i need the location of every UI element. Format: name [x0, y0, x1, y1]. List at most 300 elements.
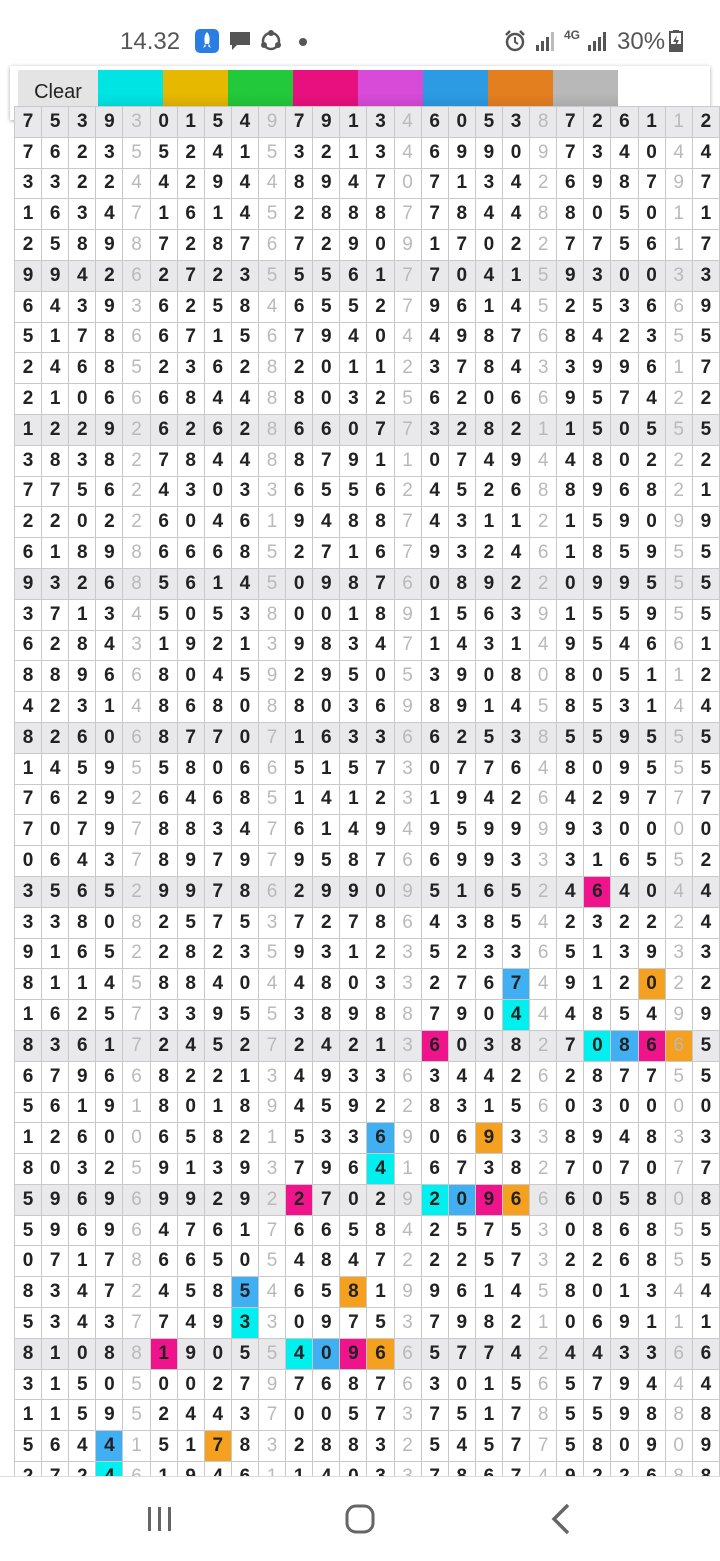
- grid-cell[interactable]: 0: [150, 107, 177, 138]
- grid-cell[interactable]: 6: [42, 1431, 69, 1462]
- grid-cell[interactable]: 6: [665, 1030, 692, 1061]
- grid-cell[interactable]: 5: [69, 476, 96, 507]
- grid-cell[interactable]: 4: [231, 199, 258, 230]
- grid-cell[interactable]: 0: [448, 107, 475, 138]
- grid-cell[interactable]: 9: [96, 753, 123, 784]
- grid-cell[interactable]: 5: [150, 137, 177, 168]
- grid-cell[interactable]: 1: [557, 538, 584, 569]
- grid-cell[interactable]: 4: [475, 784, 502, 815]
- grid-cell[interactable]: 6: [286, 1277, 313, 1308]
- grid-cell[interactable]: 7: [313, 445, 340, 476]
- grid-cell[interactable]: 1: [394, 1154, 421, 1185]
- grid-cell[interactable]: 7: [421, 199, 448, 230]
- grid-cell[interactable]: 5: [502, 907, 529, 938]
- grid-cell[interactable]: 5: [692, 414, 719, 445]
- grid-cell[interactable]: 4: [69, 1277, 96, 1308]
- grid-cell[interactable]: 8: [177, 969, 204, 1000]
- grid-cell[interactable]: 4: [286, 1338, 313, 1369]
- grid-cell[interactable]: 8: [42, 445, 69, 476]
- grid-cell[interactable]: 3: [611, 938, 638, 969]
- grid-cell[interactable]: 1: [530, 1308, 557, 1339]
- grid-cell[interactable]: 2: [177, 137, 204, 168]
- grid-cell[interactable]: 6: [665, 291, 692, 322]
- grid-cell[interactable]: 3: [286, 137, 313, 168]
- grid-cell[interactable]: 2: [611, 907, 638, 938]
- grid-cell[interactable]: 9: [421, 1277, 448, 1308]
- grid-cell[interactable]: 3: [421, 661, 448, 692]
- grid-cell[interactable]: 2: [42, 692, 69, 723]
- grid-cell[interactable]: 5: [584, 1400, 611, 1431]
- grid-cell[interactable]: 2: [665, 445, 692, 476]
- grid-cell[interactable]: 5: [692, 1061, 719, 1092]
- grid-cell[interactable]: 6: [557, 1184, 584, 1215]
- grid-cell[interactable]: 3: [665, 1123, 692, 1154]
- grid-cell[interactable]: 5: [96, 1000, 123, 1031]
- grid-cell[interactable]: 5: [258, 137, 285, 168]
- grid-cell[interactable]: 7: [69, 322, 96, 353]
- grid-cell[interactable]: 5: [584, 722, 611, 753]
- grid-cell[interactable]: 5: [448, 1215, 475, 1246]
- grid-cell[interactable]: 9: [421, 291, 448, 322]
- grid-cell[interactable]: 4: [96, 1431, 123, 1462]
- grid-cell[interactable]: 7: [475, 1338, 502, 1369]
- grid-cell[interactable]: 2: [530, 168, 557, 199]
- grid-cell[interactable]: 2: [530, 1030, 557, 1061]
- grid-cell[interactable]: 4: [123, 599, 150, 630]
- grid-cell[interactable]: 8: [475, 353, 502, 384]
- grid-cell[interactable]: 6: [313, 1215, 340, 1246]
- grid-cell[interactable]: 0: [665, 1092, 692, 1123]
- grid-cell[interactable]: 4: [611, 630, 638, 661]
- grid-cell[interactable]: 3: [231, 260, 258, 291]
- grid-cell[interactable]: 8: [584, 538, 611, 569]
- grid-cell[interactable]: 7: [204, 876, 231, 907]
- grid-cell[interactable]: 7: [313, 538, 340, 569]
- grid-cell[interactable]: 4: [448, 1431, 475, 1462]
- grid-cell[interactable]: 5: [692, 1246, 719, 1277]
- grid-cell[interactable]: 2: [638, 445, 665, 476]
- grid-cell[interactable]: 9: [340, 445, 367, 476]
- grid-cell[interactable]: 1: [204, 322, 231, 353]
- grid-cell[interactable]: 4: [502, 692, 529, 723]
- grid-cell[interactable]: 8: [530, 476, 557, 507]
- grid-cell[interactable]: 3: [367, 1431, 394, 1462]
- grid-cell[interactable]: 6: [15, 291, 42, 322]
- grid-cell[interactable]: 7: [611, 1154, 638, 1185]
- grid-cell[interactable]: 5: [150, 753, 177, 784]
- grid-cell[interactable]: 4: [502, 168, 529, 199]
- grid-cell[interactable]: 2: [367, 784, 394, 815]
- grid-cell[interactable]: 9: [584, 1123, 611, 1154]
- grid-cell[interactable]: 7: [15, 476, 42, 507]
- grid-cell[interactable]: 5: [177, 1277, 204, 1308]
- grid-cell[interactable]: 2: [69, 1000, 96, 1031]
- grid-cell[interactable]: 5: [258, 1246, 285, 1277]
- grid-cell[interactable]: 0: [665, 1184, 692, 1215]
- grid-cell[interactable]: 5: [611, 661, 638, 692]
- grid-cell[interactable]: 0: [611, 1092, 638, 1123]
- grid-cell[interactable]: 1: [421, 599, 448, 630]
- grid-cell[interactable]: 8: [557, 1123, 584, 1154]
- grid-cell[interactable]: 9: [394, 692, 421, 723]
- grid-cell[interactable]: 8: [204, 1123, 231, 1154]
- grid-cell[interactable]: 9: [475, 1184, 502, 1215]
- grid-cell[interactable]: 7: [692, 784, 719, 815]
- grid-cell[interactable]: 5: [313, 1092, 340, 1123]
- grid-cell[interactable]: 0: [231, 1246, 258, 1277]
- grid-cell[interactable]: 5: [340, 476, 367, 507]
- back-icon[interactable]: [542, 1499, 582, 1539]
- grid-cell[interactable]: 5: [367, 1308, 394, 1339]
- grid-cell[interactable]: 8: [313, 199, 340, 230]
- grid-cell[interactable]: 7: [42, 599, 69, 630]
- grid-cell[interactable]: 8: [231, 784, 258, 815]
- grid-cell[interactable]: 2: [394, 476, 421, 507]
- grid-cell[interactable]: 0: [313, 1400, 340, 1431]
- grid-cell[interactable]: 3: [584, 260, 611, 291]
- grid-cell[interactable]: 6: [177, 692, 204, 723]
- grid-cell[interactable]: 5: [204, 1030, 231, 1061]
- grid-cell[interactable]: 5: [177, 907, 204, 938]
- grid-cell[interactable]: 3: [611, 1338, 638, 1369]
- grid-cell[interactable]: 6: [150, 414, 177, 445]
- grid-cell[interactable]: 6: [123, 661, 150, 692]
- grid-cell[interactable]: 6: [96, 384, 123, 415]
- grid-cell[interactable]: 2: [692, 107, 719, 138]
- grid-cell[interactable]: 9: [530, 599, 557, 630]
- grid-cell[interactable]: 8: [584, 1215, 611, 1246]
- grid-cell[interactable]: 9: [69, 1061, 96, 1092]
- grid-cell[interactable]: 4: [340, 168, 367, 199]
- grid-cell[interactable]: 9: [286, 507, 313, 538]
- grid-cell[interactable]: 0: [231, 969, 258, 1000]
- grid-cell[interactable]: 6: [394, 846, 421, 877]
- grid-cell[interactable]: 7: [286, 1369, 313, 1400]
- grid-cell[interactable]: 2: [286, 661, 313, 692]
- grid-cell[interactable]: 5: [286, 1123, 313, 1154]
- grid-cell[interactable]: 4: [692, 137, 719, 168]
- grid-cell[interactable]: 0: [394, 168, 421, 199]
- grid-cell[interactable]: 7: [530, 1431, 557, 1462]
- grid-cell[interactable]: 0: [638, 1154, 665, 1185]
- grid-cell[interactable]: 6: [584, 876, 611, 907]
- grid-cell[interactable]: 8: [286, 384, 313, 415]
- grid-cell[interactable]: 6: [530, 1369, 557, 1400]
- grid-cell[interactable]: 1: [123, 1431, 150, 1462]
- grid-cell[interactable]: 4: [530, 630, 557, 661]
- grid-cell[interactable]: 1: [15, 199, 42, 230]
- grid-cell[interactable]: 2: [123, 414, 150, 445]
- grid-cell[interactable]: 9: [475, 568, 502, 599]
- grid-cell[interactable]: 3: [421, 414, 448, 445]
- grid-cell[interactable]: 0: [611, 815, 638, 846]
- grid-cell[interactable]: 6: [448, 1123, 475, 1154]
- grid-cell[interactable]: 3: [448, 907, 475, 938]
- grid-cell[interactable]: 6: [204, 784, 231, 815]
- grid-cell[interactable]: 4: [231, 107, 258, 138]
- grid-cell[interactable]: 9: [502, 815, 529, 846]
- grid-cell[interactable]: 4: [421, 476, 448, 507]
- grid-cell[interactable]: 1: [475, 1400, 502, 1431]
- grid-cell[interactable]: 5: [313, 291, 340, 322]
- grid-cell[interactable]: 3: [530, 353, 557, 384]
- grid-cell[interactable]: 6: [177, 199, 204, 230]
- grid-cell[interactable]: 5: [692, 1215, 719, 1246]
- grid-cell[interactable]: 0: [313, 1338, 340, 1369]
- grid-cell[interactable]: 6: [530, 322, 557, 353]
- grid-cell[interactable]: 7: [258, 722, 285, 753]
- grid-cell[interactable]: 4: [42, 753, 69, 784]
- grid-cell[interactable]: 2: [231, 1030, 258, 1061]
- grid-cell[interactable]: 3: [258, 1308, 285, 1339]
- grid-cell[interactable]: 1: [150, 199, 177, 230]
- grid-cell[interactable]: 3: [15, 445, 42, 476]
- grid-cell[interactable]: 4: [150, 476, 177, 507]
- grid-cell[interactable]: 6: [123, 260, 150, 291]
- grid-cell[interactable]: 8: [204, 1277, 231, 1308]
- grid-cell[interactable]: 4: [69, 1431, 96, 1462]
- grid-cell[interactable]: 9: [448, 661, 475, 692]
- grid-cell[interactable]: 1: [42, 938, 69, 969]
- grid-cell[interactable]: 5: [611, 1000, 638, 1031]
- grid-cell[interactable]: 6: [258, 876, 285, 907]
- grid-cell[interactable]: 8: [475, 414, 502, 445]
- grid-cell[interactable]: 3: [231, 1400, 258, 1431]
- grid-cell[interactable]: 5: [313, 1277, 340, 1308]
- grid-cell[interactable]: 8: [340, 568, 367, 599]
- grid-cell[interactable]: 2: [421, 969, 448, 1000]
- grid-cell[interactable]: 6: [475, 969, 502, 1000]
- grid-cell[interactable]: 5: [15, 1092, 42, 1123]
- grid-cell[interactable]: 2: [692, 384, 719, 415]
- grid-cell[interactable]: 2: [448, 938, 475, 969]
- grid-cell[interactable]: 4: [665, 1277, 692, 1308]
- grid-cell[interactable]: 4: [475, 199, 502, 230]
- grid-cell[interactable]: 4: [150, 1277, 177, 1308]
- grid-cell[interactable]: 8: [177, 938, 204, 969]
- grid-cell[interactable]: 6: [367, 692, 394, 723]
- grid-cell[interactable]: 8: [258, 692, 285, 723]
- grid-cell[interactable]: 7: [394, 260, 421, 291]
- grid-cell[interactable]: 9: [177, 1338, 204, 1369]
- grid-cell[interactable]: 6: [69, 722, 96, 753]
- grid-cell[interactable]: 7: [258, 1400, 285, 1431]
- grid-cell[interactable]: 5: [502, 1215, 529, 1246]
- grid-cell[interactable]: 8: [123, 907, 150, 938]
- grid-cell[interactable]: 8: [231, 876, 258, 907]
- grid-cell[interactable]: 3: [258, 1431, 285, 1462]
- grid-cell[interactable]: 6: [258, 230, 285, 261]
- grid-cell[interactable]: 3: [204, 1154, 231, 1185]
- grid-cell[interactable]: 5: [638, 753, 665, 784]
- grid-cell[interactable]: 7: [150, 445, 177, 476]
- grid-cell[interactable]: 2: [421, 1246, 448, 1277]
- grid-cell[interactable]: 9: [340, 876, 367, 907]
- grid-cell[interactable]: 6: [42, 1092, 69, 1123]
- grid-cell[interactable]: 1: [340, 137, 367, 168]
- grid-cell[interactable]: 3: [231, 476, 258, 507]
- grid-cell[interactable]: 9: [557, 260, 584, 291]
- grid-cell[interactable]: 6: [584, 1308, 611, 1339]
- grid-cell[interactable]: 6: [530, 784, 557, 815]
- grid-cell[interactable]: 2: [177, 291, 204, 322]
- grid-cell[interactable]: 4: [557, 1000, 584, 1031]
- grid-cell[interactable]: 8: [638, 1215, 665, 1246]
- grid-cell[interactable]: 6: [611, 107, 638, 138]
- grid-cell[interactable]: 8: [340, 1369, 367, 1400]
- grid-cell[interactable]: 5: [611, 230, 638, 261]
- grid-cell[interactable]: 6: [421, 107, 448, 138]
- grid-cell[interactable]: 6: [150, 1123, 177, 1154]
- grid-cell[interactable]: 0: [286, 599, 313, 630]
- grid-cell[interactable]: 2: [530, 1154, 557, 1185]
- grid-cell[interactable]: 3: [448, 538, 475, 569]
- grid-cell[interactable]: 1: [177, 1431, 204, 1462]
- grid-cell[interactable]: 8: [258, 353, 285, 384]
- grid-cell[interactable]: 6: [367, 476, 394, 507]
- grid-cell[interactable]: 1: [42, 538, 69, 569]
- grid-cell[interactable]: 8: [150, 815, 177, 846]
- grid-cell[interactable]: 4: [530, 969, 557, 1000]
- grid-cell[interactable]: 6: [665, 630, 692, 661]
- grid-cell[interactable]: 9: [96, 538, 123, 569]
- grid-cell[interactable]: 9: [638, 599, 665, 630]
- grid-cell[interactable]: 5: [123, 1400, 150, 1431]
- grid-cell[interactable]: 9: [96, 1400, 123, 1431]
- grid-cell[interactable]: 9: [150, 876, 177, 907]
- grid-cell[interactable]: 1: [448, 168, 475, 199]
- grid-cell[interactable]: 3: [367, 107, 394, 138]
- grid-cell[interactable]: 7: [177, 1215, 204, 1246]
- grid-cell[interactable]: 8: [367, 1000, 394, 1031]
- grid-cell[interactable]: 4: [204, 661, 231, 692]
- grid-cell[interactable]: 5: [69, 753, 96, 784]
- grid-cell[interactable]: 2: [231, 414, 258, 445]
- grid-cell[interactable]: 9: [15, 938, 42, 969]
- grid-cell[interactable]: 7: [394, 199, 421, 230]
- grid-cell[interactable]: 7: [502, 1400, 529, 1431]
- grid-cell[interactable]: 7: [421, 260, 448, 291]
- grid-cell[interactable]: 8: [340, 1431, 367, 1462]
- grid-cell[interactable]: 4: [448, 1061, 475, 1092]
- grid-cell[interactable]: 9: [313, 661, 340, 692]
- grid-cell[interactable]: 3: [665, 938, 692, 969]
- grid-cell[interactable]: 3: [584, 815, 611, 846]
- grid-cell[interactable]: 5: [475, 1246, 502, 1277]
- grid-cell[interactable]: 2: [231, 1123, 258, 1154]
- grid-cell[interactable]: 4: [557, 784, 584, 815]
- grid-cell[interactable]: 4: [502, 1277, 529, 1308]
- grid-cell[interactable]: 5: [611, 199, 638, 230]
- grid-cell[interactable]: 1: [340, 599, 367, 630]
- grid-cell[interactable]: 3: [340, 630, 367, 661]
- grid-cell[interactable]: 8: [15, 1030, 42, 1061]
- grid-cell[interactable]: 3: [692, 260, 719, 291]
- grid-cell[interactable]: 4: [530, 907, 557, 938]
- grid-cell[interactable]: 8: [557, 661, 584, 692]
- grid-cell[interactable]: 7: [448, 1154, 475, 1185]
- grid-cell[interactable]: 4: [502, 538, 529, 569]
- grid-cell[interactable]: 6: [557, 168, 584, 199]
- grid-cell[interactable]: 7: [611, 384, 638, 415]
- grid-cell[interactable]: 4: [204, 1400, 231, 1431]
- grid-cell[interactable]: 0: [286, 1400, 313, 1431]
- grid-cell[interactable]: 0: [530, 661, 557, 692]
- grid-cell[interactable]: 6: [367, 1338, 394, 1369]
- grid-cell[interactable]: 7: [394, 291, 421, 322]
- grid-cell[interactable]: 2: [367, 384, 394, 415]
- grid-cell[interactable]: 2: [313, 907, 340, 938]
- grid-cell[interactable]: 2: [367, 1184, 394, 1215]
- grid-cell[interactable]: 8: [638, 1184, 665, 1215]
- grid-cell[interactable]: 1: [313, 815, 340, 846]
- grid-cell[interactable]: 7: [367, 753, 394, 784]
- grid-cell[interactable]: 2: [475, 476, 502, 507]
- grid-cell[interactable]: 5: [584, 384, 611, 415]
- grid-cell[interactable]: 8: [15, 722, 42, 753]
- grid-cell[interactable]: 0: [69, 384, 96, 415]
- grid-cell[interactable]: 9: [313, 568, 340, 599]
- grid-cell[interactable]: 9: [204, 1000, 231, 1031]
- grid-cell[interactable]: 3: [258, 630, 285, 661]
- grid-cell[interactable]: 9: [340, 230, 367, 261]
- grid-cell[interactable]: 0: [313, 353, 340, 384]
- grid-cell[interactable]: 7: [258, 1215, 285, 1246]
- grid-cell[interactable]: 4: [258, 291, 285, 322]
- grid-cell[interactable]: 3: [394, 784, 421, 815]
- grid-cell[interactable]: 9: [584, 568, 611, 599]
- grid-cell[interactable]: 9: [611, 1400, 638, 1431]
- grid-cell[interactable]: 9: [475, 1123, 502, 1154]
- grid-cell[interactable]: 5: [69, 1369, 96, 1400]
- grid-cell[interactable]: 9: [258, 661, 285, 692]
- grid-cell[interactable]: 0: [584, 199, 611, 230]
- grid-cell[interactable]: 5: [123, 753, 150, 784]
- grid-cell[interactable]: 9: [394, 876, 421, 907]
- grid-cell[interactable]: 5: [584, 291, 611, 322]
- grid-cell[interactable]: 1: [421, 630, 448, 661]
- grid-cell[interactable]: 3: [475, 938, 502, 969]
- grid-cell[interactable]: 1: [475, 1277, 502, 1308]
- grid-cell[interactable]: 2: [530, 1338, 557, 1369]
- grid-cell[interactable]: 2: [692, 969, 719, 1000]
- grid-cell[interactable]: 9: [177, 630, 204, 661]
- grid-cell[interactable]: 2: [421, 1215, 448, 1246]
- grid-cell[interactable]: 4: [204, 969, 231, 1000]
- grid-cell[interactable]: 9: [611, 1369, 638, 1400]
- grid-cell[interactable]: 1: [15, 1000, 42, 1031]
- grid-cell[interactable]: 8: [96, 322, 123, 353]
- grid-cell[interactable]: 3: [177, 476, 204, 507]
- grid-cell[interactable]: 8: [69, 907, 96, 938]
- grid-cell[interactable]: 2: [584, 784, 611, 815]
- grid-cell[interactable]: 2: [123, 876, 150, 907]
- recent-apps-icon[interactable]: [140, 1499, 180, 1539]
- grid-cell[interactable]: 2: [665, 384, 692, 415]
- grid-cell[interactable]: 2: [394, 353, 421, 384]
- grid-cell[interactable]: 9: [231, 1154, 258, 1185]
- grid-cell[interactable]: 4: [611, 876, 638, 907]
- grid-cell[interactable]: 8: [286, 445, 313, 476]
- grid-cell[interactable]: 0: [557, 1092, 584, 1123]
- grid-cell[interactable]: 8: [231, 291, 258, 322]
- grid-cell[interactable]: 9: [665, 507, 692, 538]
- grid-cell[interactable]: 8: [421, 1092, 448, 1123]
- grid-cell[interactable]: 2: [69, 784, 96, 815]
- grid-cell[interactable]: 5: [177, 1123, 204, 1154]
- grid-cell[interactable]: 8: [150, 722, 177, 753]
- grid-cell[interactable]: 5: [502, 1092, 529, 1123]
